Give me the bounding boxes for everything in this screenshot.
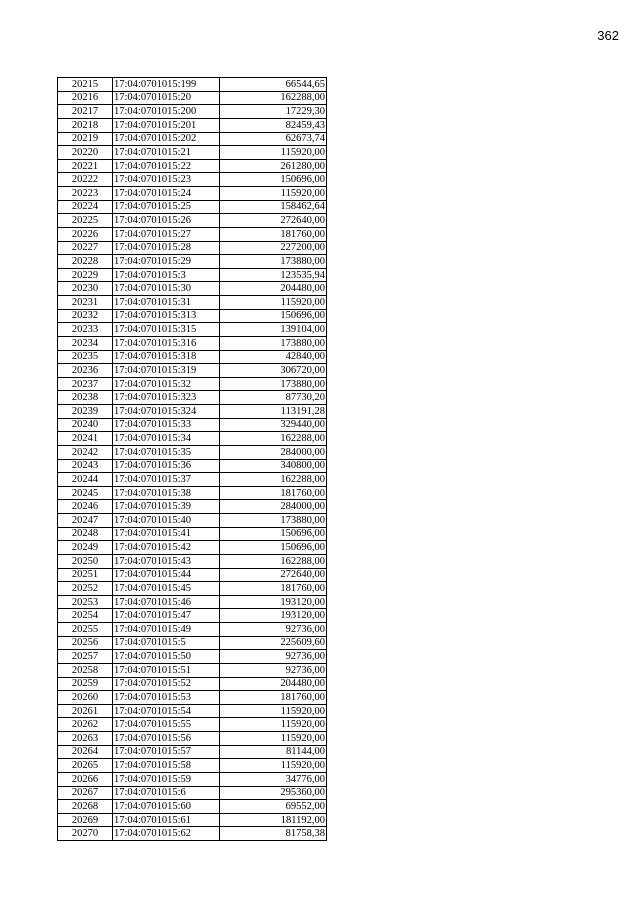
row-number-cell: 20247 [58, 514, 113, 528]
row-number-cell: 20241 [58, 432, 113, 446]
table-row [58, 677, 327, 691]
row-number-cell: 20265 [58, 759, 113, 773]
cadastral-number-cell: 17:04:0701015:35 [113, 445, 220, 459]
table-row [58, 800, 327, 814]
table-row [58, 609, 327, 623]
table-row [58, 118, 327, 132]
amount-cell: 81758,38 [220, 827, 327, 841]
cadastral-number-cell: 17:04:0701015:34 [113, 432, 220, 446]
cadastral-number-cell: 17:04:0701015:6 [113, 786, 220, 800]
cadastral-number-cell: 17:04:0701015:313 [113, 309, 220, 323]
cadastral-number-cell: 17:04:0701015:57 [113, 745, 220, 759]
table-row [58, 527, 327, 541]
amount-cell: 150696,00 [220, 527, 327, 541]
amount-cell: 261280,00 [220, 159, 327, 173]
amount-cell: 150696,00 [220, 173, 327, 187]
amount-cell: 66544,65 [220, 78, 327, 92]
cadastral-number-cell: 17:04:0701015:32 [113, 377, 220, 391]
amount-cell: 92736,00 [220, 623, 327, 637]
cadastral-number-cell: 17:04:0701015:24 [113, 187, 220, 201]
row-number-cell: 20268 [58, 800, 113, 814]
table-row [58, 187, 327, 201]
table-row [58, 200, 327, 214]
amount-cell: 113191,28 [220, 405, 327, 419]
cadastral-number-cell: 17:04:0701015:47 [113, 609, 220, 623]
table-row [58, 786, 327, 800]
table-row [58, 418, 327, 432]
cadastral-number-cell: 17:04:0701015:33 [113, 418, 220, 432]
row-number-cell: 20267 [58, 786, 113, 800]
amount-cell: 340800,00 [220, 459, 327, 473]
amount-cell: 329440,00 [220, 418, 327, 432]
row-number-cell: 20258 [58, 663, 113, 677]
page-number: 362 [597, 28, 619, 43]
row-number-cell: 20215 [58, 78, 113, 92]
row-number-cell: 20230 [58, 282, 113, 296]
cadastral-number-cell: 17:04:0701015:53 [113, 691, 220, 705]
table-row [58, 405, 327, 419]
row-number-cell: 20261 [58, 704, 113, 718]
row-number-cell: 20223 [58, 187, 113, 201]
row-number-cell: 20242 [58, 445, 113, 459]
amount-cell: 193120,00 [220, 609, 327, 623]
amount-cell: 181760,00 [220, 582, 327, 596]
row-number-cell: 20253 [58, 595, 113, 609]
amount-cell: 193120,00 [220, 595, 327, 609]
table-row [58, 241, 327, 255]
amount-cell: 115920,00 [220, 759, 327, 773]
table-row [58, 173, 327, 187]
amount-cell: 69552,00 [220, 800, 327, 814]
row-number-cell: 20260 [58, 691, 113, 705]
amount-cell: 272640,00 [220, 568, 327, 582]
row-number-cell: 20245 [58, 486, 113, 500]
row-number-cell: 20237 [58, 377, 113, 391]
amount-cell: 204480,00 [220, 677, 327, 691]
row-number-cell: 20222 [58, 173, 113, 187]
table-row [58, 214, 327, 228]
cadastral-number-cell: 17:04:0701015:28 [113, 241, 220, 255]
row-number-cell: 20259 [58, 677, 113, 691]
table-row [58, 568, 327, 582]
row-number-cell: 20218 [58, 118, 113, 132]
amount-cell: 92736,00 [220, 650, 327, 664]
table-row [58, 813, 327, 827]
table-row [58, 636, 327, 650]
row-number-cell: 20244 [58, 473, 113, 487]
cadastral-number-cell: 17:04:0701015:27 [113, 227, 220, 241]
cadastral-number-cell: 17:04:0701015:54 [113, 704, 220, 718]
cadastral-number-cell: 17:04:0701015:26 [113, 214, 220, 228]
row-number-cell: 20250 [58, 554, 113, 568]
table-row [58, 78, 327, 92]
amount-cell: 115920,00 [220, 296, 327, 310]
row-number-cell: 20264 [58, 745, 113, 759]
row-number-cell: 20263 [58, 732, 113, 746]
amount-cell: 115920,00 [220, 718, 327, 732]
cadastral-number-cell: 17:04:0701015:318 [113, 350, 220, 364]
row-number-cell: 20233 [58, 323, 113, 337]
amount-cell: 150696,00 [220, 541, 327, 555]
cadastral-number-cell: 17:04:0701015:58 [113, 759, 220, 773]
row-number-cell: 20270 [58, 827, 113, 841]
cadastral-number-cell: 17:04:0701015:20 [113, 91, 220, 105]
row-number-cell: 20252 [58, 582, 113, 596]
row-number-cell: 20257 [58, 650, 113, 664]
cadastral-number-cell: 17:04:0701015:41 [113, 527, 220, 541]
table-row [58, 323, 327, 337]
table-row [58, 364, 327, 378]
table-row [58, 432, 327, 446]
cadastral-number-cell: 17:04:0701015:21 [113, 146, 220, 160]
amount-cell: 82459,43 [220, 118, 327, 132]
table-row [58, 691, 327, 705]
row-number-cell: 20249 [58, 541, 113, 555]
row-number-cell: 20227 [58, 241, 113, 255]
cadastral-number-cell: 17:04:0701015:3 [113, 268, 220, 282]
amount-cell: 173880,00 [220, 377, 327, 391]
amount-cell: 115920,00 [220, 187, 327, 201]
cadastral-number-cell: 17:04:0701015:50 [113, 650, 220, 664]
table-row [58, 132, 327, 146]
cadastral-table [57, 77, 327, 841]
table-row [58, 227, 327, 241]
cadastral-number-cell: 17:04:0701015:37 [113, 473, 220, 487]
row-number-cell: 20219 [58, 132, 113, 146]
cadastral-number-cell: 17:04:0701015:46 [113, 595, 220, 609]
table-row [58, 473, 327, 487]
table-row [58, 500, 327, 514]
cadastral-number-cell: 17:04:0701015:61 [113, 813, 220, 827]
row-number-cell: 20266 [58, 772, 113, 786]
row-number-cell: 20217 [58, 105, 113, 119]
table-row [58, 623, 327, 637]
row-number-cell: 20229 [58, 268, 113, 282]
row-number-cell: 20240 [58, 418, 113, 432]
cadastral-number-cell: 17:04:0701015:62 [113, 827, 220, 841]
cadastral-number-cell: 17:04:0701015:44 [113, 568, 220, 582]
row-number-cell: 20231 [58, 296, 113, 310]
row-number-cell: 20220 [58, 146, 113, 160]
amount-cell: 162288,00 [220, 432, 327, 446]
cadastral-number-cell: 17:04:0701015:36 [113, 459, 220, 473]
cadastral-number-cell: 17:04:0701015:45 [113, 582, 220, 596]
amount-cell: 181760,00 [220, 691, 327, 705]
amount-cell: 115920,00 [220, 704, 327, 718]
table-row [58, 595, 327, 609]
amount-cell: 181760,00 [220, 486, 327, 500]
amount-cell: 284000,00 [220, 445, 327, 459]
amount-cell: 284000,00 [220, 500, 327, 514]
row-number-cell: 20226 [58, 227, 113, 241]
amount-cell: 123535,94 [220, 268, 327, 282]
amount-cell: 225609,60 [220, 636, 327, 650]
cadastral-number-cell: 17:04:0701015:5 [113, 636, 220, 650]
row-number-cell: 20251 [58, 568, 113, 582]
amount-cell: 181760,00 [220, 227, 327, 241]
table-row [58, 336, 327, 350]
table-row [58, 91, 327, 105]
table-row [58, 650, 327, 664]
amount-cell: 158462,64 [220, 200, 327, 214]
table-row [58, 582, 327, 596]
table-row [58, 159, 327, 173]
row-number-cell: 20216 [58, 91, 113, 105]
cadastral-number-cell: 17:04:0701015:55 [113, 718, 220, 732]
amount-cell: 181192,00 [220, 813, 327, 827]
row-number-cell: 20225 [58, 214, 113, 228]
row-number-cell: 20238 [58, 391, 113, 405]
row-number-cell: 20239 [58, 405, 113, 419]
row-number-cell: 20269 [58, 813, 113, 827]
cadastral-number-cell: 17:04:0701015:39 [113, 500, 220, 514]
row-number-cell: 20243 [58, 459, 113, 473]
amount-cell: 42840,00 [220, 350, 327, 364]
cadastral-number-cell: 17:04:0701015:319 [113, 364, 220, 378]
cadastral-number-cell: 17:04:0701015:52 [113, 677, 220, 691]
cadastral-number-cell: 17:04:0701015:202 [113, 132, 220, 146]
table-row [58, 377, 327, 391]
amount-cell: 295360,00 [220, 786, 327, 800]
amount-cell: 17229,30 [220, 105, 327, 119]
table-row [58, 759, 327, 773]
table-row [58, 296, 327, 310]
table-row [58, 663, 327, 677]
amount-cell: 34776,00 [220, 772, 327, 786]
amount-cell: 162288,00 [220, 91, 327, 105]
table-row [58, 459, 327, 473]
cadastral-number-cell: 17:04:0701015:40 [113, 514, 220, 528]
amount-cell: 272640,00 [220, 214, 327, 228]
table-row [58, 105, 327, 119]
row-number-cell: 20255 [58, 623, 113, 637]
table-row [58, 514, 327, 528]
table-row [58, 554, 327, 568]
amount-cell: 162288,00 [220, 473, 327, 487]
table-row [58, 350, 327, 364]
cadastral-number-cell: 17:04:0701015:56 [113, 732, 220, 746]
cadastral-number-cell: 17:04:0701015:201 [113, 118, 220, 132]
amount-cell: 162288,00 [220, 554, 327, 568]
table-row [58, 732, 327, 746]
amount-cell: 62673,74 [220, 132, 327, 146]
cadastral-number-cell: 17:04:0701015:22 [113, 159, 220, 173]
row-number-cell: 20235 [58, 350, 113, 364]
row-number-cell: 20262 [58, 718, 113, 732]
cadastral-number-cell: 17:04:0701015:23 [113, 173, 220, 187]
amount-cell: 204480,00 [220, 282, 327, 296]
cadastral-number-cell: 17:04:0701015:60 [113, 800, 220, 814]
amount-cell: 173880,00 [220, 514, 327, 528]
amount-cell: 81144,00 [220, 745, 327, 759]
amount-cell: 306720,00 [220, 364, 327, 378]
cadastral-number-cell: 17:04:0701015:323 [113, 391, 220, 405]
table-row [58, 772, 327, 786]
table-row [58, 745, 327, 759]
amount-cell: 150696,00 [220, 309, 327, 323]
table-row [58, 718, 327, 732]
table-row [58, 255, 327, 269]
amount-cell: 115920,00 [220, 732, 327, 746]
cadastral-number-cell: 17:04:0701015:31 [113, 296, 220, 310]
amount-cell: 115920,00 [220, 146, 327, 160]
amount-cell: 173880,00 [220, 336, 327, 350]
cadastral-number-cell: 17:04:0701015:43 [113, 554, 220, 568]
amount-cell: 139104,00 [220, 323, 327, 337]
cadastral-number-cell: 17:04:0701015:324 [113, 405, 220, 419]
amount-cell: 87730,20 [220, 391, 327, 405]
table-row [58, 268, 327, 282]
cadastral-number-cell: 17:04:0701015:59 [113, 772, 220, 786]
cadastral-number-cell: 17:04:0701015:200 [113, 105, 220, 119]
table-row [58, 486, 327, 500]
row-number-cell: 20254 [58, 609, 113, 623]
cadastral-number-cell: 17:04:0701015:25 [113, 200, 220, 214]
row-number-cell: 20232 [58, 309, 113, 323]
table-row [58, 282, 327, 296]
row-number-cell: 20246 [58, 500, 113, 514]
table-row [58, 541, 327, 555]
amount-cell: 173880,00 [220, 255, 327, 269]
cadastral-number-cell: 17:04:0701015:315 [113, 323, 220, 337]
row-number-cell: 20221 [58, 159, 113, 173]
table-row [58, 704, 327, 718]
table-row [58, 445, 327, 459]
table-row [58, 146, 327, 160]
row-number-cell: 20256 [58, 636, 113, 650]
amount-cell: 92736,00 [220, 663, 327, 677]
table-row [58, 391, 327, 405]
cadastral-number-cell: 17:04:0701015:38 [113, 486, 220, 500]
row-number-cell: 20224 [58, 200, 113, 214]
row-number-cell: 20228 [58, 255, 113, 269]
row-number-cell: 20234 [58, 336, 113, 350]
row-number-cell: 20248 [58, 527, 113, 541]
cadastral-number-cell: 17:04:0701015:199 [113, 78, 220, 92]
cadastral-number-cell: 17:04:0701015:49 [113, 623, 220, 637]
cadastral-number-cell: 17:04:0701015:42 [113, 541, 220, 555]
amount-cell: 227200,00 [220, 241, 327, 255]
cadastral-number-cell: 17:04:0701015:316 [113, 336, 220, 350]
table-row [58, 827, 327, 841]
cadastral-number-cell: 17:04:0701015:51 [113, 663, 220, 677]
table-row [58, 309, 327, 323]
table-body [58, 78, 327, 841]
row-number-cell: 20236 [58, 364, 113, 378]
cadastral-number-cell: 17:04:0701015:29 [113, 255, 220, 269]
cadastral-number-cell: 17:04:0701015:30 [113, 282, 220, 296]
